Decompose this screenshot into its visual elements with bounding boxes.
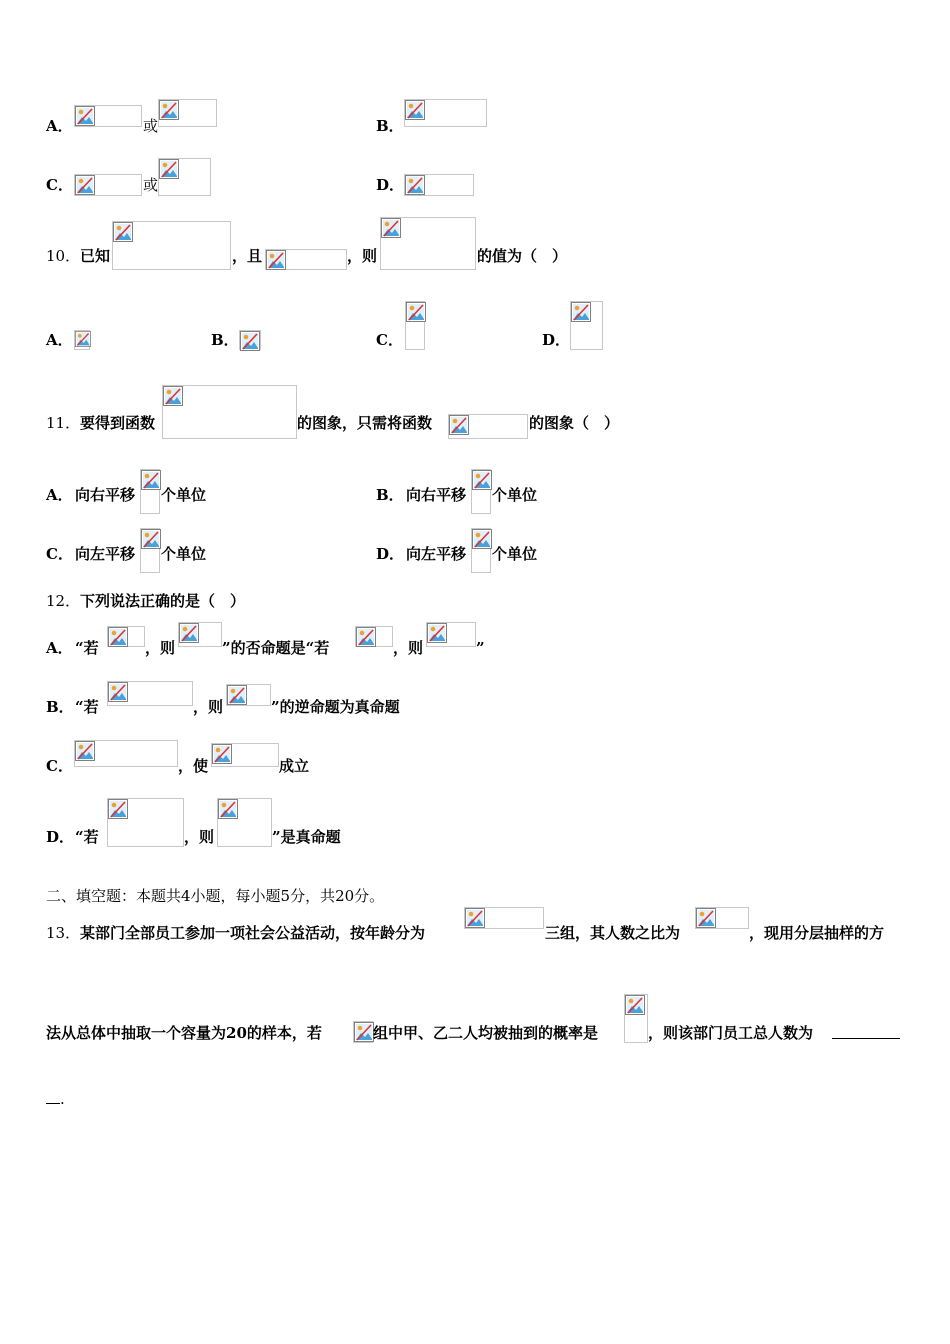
formula-image	[624, 994, 648, 1043]
broken-image-icon	[381, 218, 401, 238]
formula-image	[226, 684, 271, 706]
broken-image-icon	[159, 159, 179, 179]
broken-image-icon	[108, 799, 128, 819]
q10-stem-d: 的值为（ ）	[477, 247, 568, 265]
q13-line1-a: 某部门全部员工参加一项社会公益活动，按年龄分为	[80, 924, 426, 942]
formula-image	[112, 221, 231, 270]
q12-option-b-text-2: ，则	[193, 698, 224, 716]
q10-stem-c: ，则	[347, 247, 378, 265]
q12-option-b-label: B．	[46, 698, 74, 716]
broken-image-icon	[427, 623, 447, 643]
q10-stem-b: ，且	[232, 247, 263, 265]
q12-option-a-text-5: ”	[476, 639, 485, 657]
q12-option-a-label: A．	[46, 639, 73, 657]
broken-image-icon	[472, 470, 492, 490]
broken-image-icon	[571, 302, 591, 322]
broken-image-icon	[75, 741, 95, 761]
broken-image-icon	[75, 106, 95, 126]
q12-option-d-text-3: ”是真命题	[272, 828, 341, 846]
formula-image	[695, 907, 749, 929]
formula-image	[107, 681, 193, 706]
broken-image-icon	[108, 682, 128, 702]
q11-option-a-unit: 个单位	[161, 486, 207, 504]
broken-image-icon	[141, 529, 161, 549]
q12-option-b-text-3: ”的逆命题为真命题	[271, 698, 400, 716]
formula-image	[464, 907, 544, 929]
q11-number: 11．	[46, 414, 81, 432]
formula-image	[239, 330, 261, 350]
q11-option-d-unit: 个单位	[492, 545, 538, 563]
q11-option-c-label: C．	[46, 545, 73, 563]
broken-image-icon	[356, 627, 376, 647]
section-heading: 二、填空题：本题共4小题，每小题5分，共20分。	[46, 887, 385, 905]
q12-option-a-text-3: ”的否命题是“若	[222, 639, 330, 657]
q12-option-c-text-1: ，使	[178, 757, 209, 775]
q13-line1-c: ，现用分层抽样的方	[749, 924, 885, 942]
q9-option-c-or: 或	[143, 176, 159, 194]
q11-option-b-text: 向右平移	[406, 486, 467, 504]
formula-image	[158, 99, 217, 127]
q13-line2-b: 组中甲、乙二人均被抽到的概率是	[373, 1024, 599, 1042]
q11-option-d-text: 向左平移	[406, 545, 467, 563]
q12-option-a-text-1: “若	[75, 639, 99, 657]
formula-image	[426, 622, 476, 647]
broken-image-icon	[75, 175, 95, 195]
formula-image	[158, 158, 211, 196]
formula-image	[74, 330, 90, 350]
q12-number: 12．	[46, 592, 81, 610]
q11-option-b-label: B．	[376, 486, 404, 504]
formula-image	[404, 99, 487, 127]
broken-image-icon	[159, 100, 179, 120]
broken-image-icon	[354, 1022, 374, 1042]
formula-image	[471, 469, 491, 514]
q11-stem-a: 要得到函数	[80, 414, 156, 432]
broken-image-icon	[240, 331, 260, 351]
formula-image	[178, 622, 222, 647]
q10-option-a-label: A．	[46, 331, 73, 349]
broken-image-icon	[141, 470, 161, 490]
q10-option-d-label: D．	[542, 331, 571, 349]
q12-option-b-text-1: “若	[75, 698, 99, 716]
q10-option-b-label: B．	[211, 331, 239, 349]
q11-option-a-text: 向右平移	[75, 486, 136, 504]
broken-image-icon	[108, 627, 128, 647]
answer-blank	[832, 1024, 900, 1043]
q9-option-b-label: B．	[376, 117, 404, 135]
broken-image-icon	[163, 386, 183, 406]
broken-image-icon	[218, 799, 238, 819]
q12-stem: 下列说法正确的是（ ）	[80, 592, 246, 610]
formula-image	[405, 301, 425, 350]
q12-option-d-label: D．	[46, 828, 75, 846]
q11-option-d-label: D．	[376, 545, 405, 563]
q13-number: 13．	[46, 924, 81, 942]
q11-option-c-text: 向左平移	[75, 545, 136, 563]
q11-option-c-unit: 个单位	[161, 545, 207, 563]
q9-option-d-label: D．	[376, 176, 405, 194]
q9-option-a-or: 或	[143, 117, 159, 135]
q13-line2-c: ，则该部门员工总人数为	[648, 1024, 814, 1042]
q12-option-a-text-4: ，则	[393, 639, 424, 657]
formula-image	[355, 626, 393, 647]
q11-option-b-unit: 个单位	[492, 486, 538, 504]
q9-option-a-label: A．	[46, 117, 73, 135]
q12-option-c-label: C．	[46, 757, 73, 775]
formula-image	[211, 743, 279, 767]
q12-option-a-text-2: ，则	[145, 639, 176, 657]
broken-image-icon	[266, 250, 286, 270]
formula-image	[353, 1021, 373, 1043]
formula-image	[217, 798, 272, 847]
formula-image	[74, 105, 142, 127]
broken-image-icon	[449, 415, 469, 435]
q12-option-d-text-2: ，则	[184, 828, 215, 846]
q13-line1-b: 三组，其人数之比为	[545, 924, 681, 942]
broken-image-icon	[405, 100, 425, 120]
q12-option-d-text-1: “若	[75, 828, 99, 846]
broken-image-icon	[113, 222, 133, 242]
q10-stem-a: 已知	[80, 247, 111, 265]
answer-blank-continued	[46, 1089, 65, 1108]
formula-image	[107, 798, 184, 847]
q9-option-c-label: C．	[46, 176, 73, 194]
formula-image	[570, 301, 603, 350]
formula-image	[140, 469, 160, 514]
formula-image	[380, 217, 476, 270]
q13-line2-a: 法从总体中抽取一个容量为20的样本，若	[46, 1024, 322, 1042]
formula-image	[74, 740, 178, 767]
formula-image	[162, 385, 297, 439]
q13-line3-end: .	[60, 1090, 65, 1108]
q11-option-a-label: A．	[46, 486, 73, 504]
broken-image-icon	[696, 908, 716, 928]
broken-image-icon	[405, 175, 425, 195]
formula-image	[448, 414, 528, 439]
q12-option-c-text-2: 成立	[279, 757, 310, 775]
broken-image-icon	[472, 529, 492, 549]
q10-option-c-label: C．	[376, 331, 403, 349]
q11-stem-c: 的图象（ ）	[529, 414, 620, 432]
formula-image	[471, 528, 491, 573]
formula-image	[107, 626, 145, 647]
broken-image-icon	[75, 331, 91, 347]
broken-image-icon	[406, 302, 426, 322]
broken-image-icon	[465, 908, 485, 928]
broken-image-icon	[625, 995, 645, 1015]
formula-image	[140, 528, 160, 573]
formula-image	[74, 174, 142, 196]
formula-image	[265, 249, 347, 270]
formula-image	[404, 174, 474, 196]
broken-image-icon	[212, 744, 232, 764]
q10-number: 10．	[46, 247, 81, 265]
broken-image-icon	[179, 623, 199, 643]
q11-stem-b: 的图象，只需将函数	[297, 414, 433, 432]
broken-image-icon	[227, 685, 247, 705]
